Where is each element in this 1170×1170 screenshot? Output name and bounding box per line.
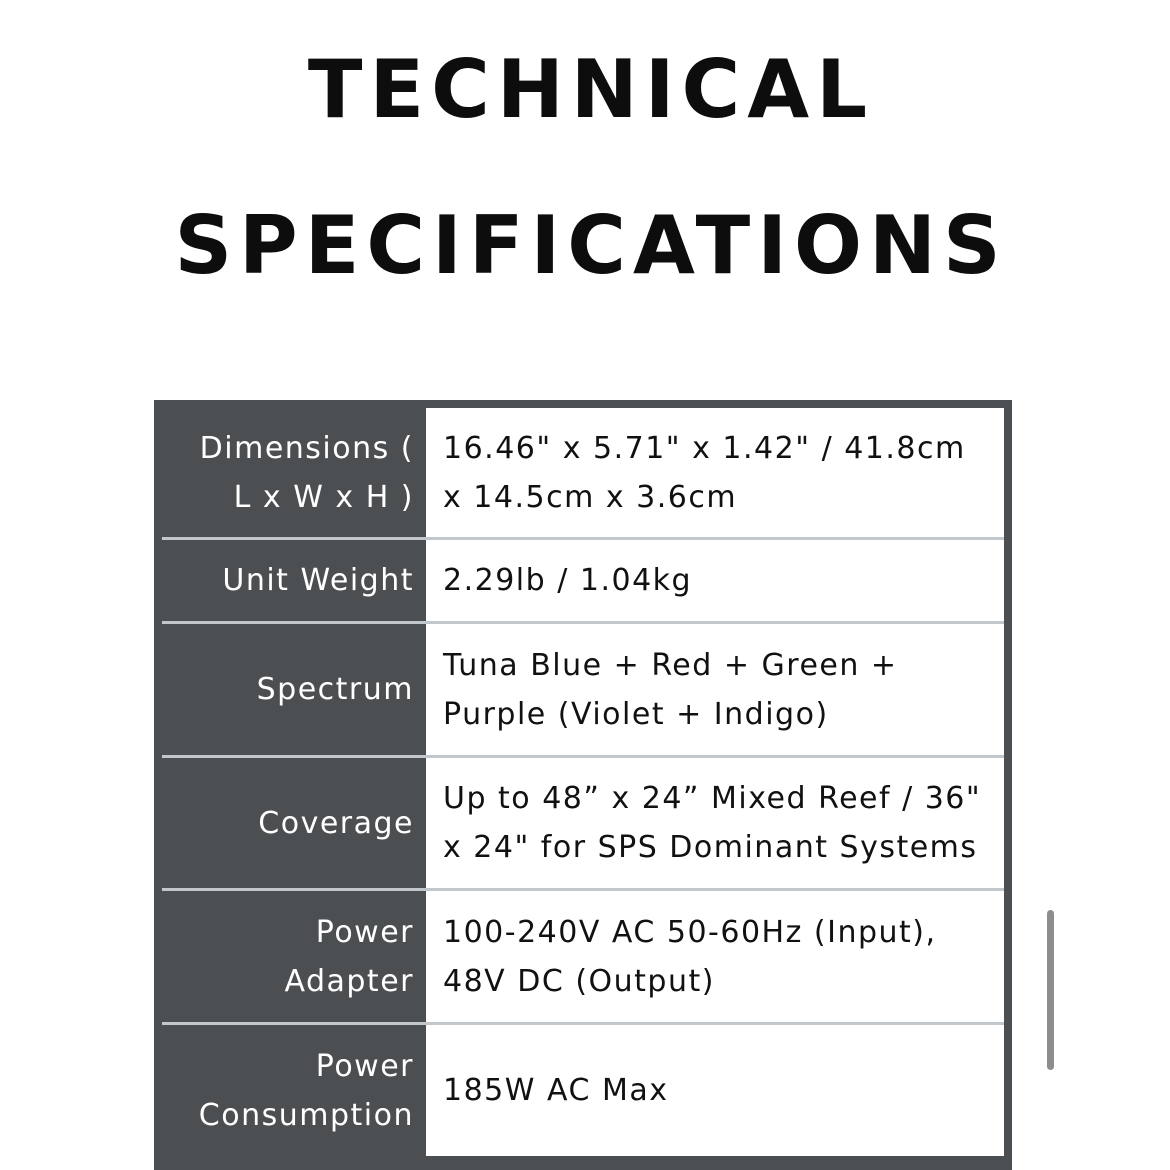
spec-label: Coverage bbox=[258, 805, 414, 841]
spec-row-coverage bbox=[154, 758, 1012, 888]
spec-value: 2.29lb / 1.04kg bbox=[426, 540, 1004, 621]
spec-value: Up to 48” x 24” Mixed Reef / 36" x 24" for SPS Dominant Systems bbox=[426, 758, 1004, 888]
spec-table bbox=[154, 400, 1012, 1170]
spec-value: 100-240V AC 50-60Hz (Input), 48V DC (Output) bbox=[426, 891, 1004, 1022]
page-title-line-1: TECHNICAL bbox=[307, 43, 875, 136]
spec-row-power-consumption bbox=[154, 1025, 1012, 1156]
spec-row-power-adapter bbox=[154, 891, 1012, 1022]
spec-label: Dimensions ( L x W x H ) bbox=[199, 430, 414, 515]
spec-row-spectrum bbox=[154, 624, 1012, 755]
spec-row-dimensions bbox=[154, 408, 1012, 537]
spec-value: 16.46" x 5.71" x 1.42" / 41.8cm x 14.5cm x 3.6cm bbox=[426, 408, 1004, 537]
spec-label: Unit Weight bbox=[222, 563, 414, 598]
spec-value: Tuna Blue + Red + Green + Purple (Violet + Indigo) bbox=[426, 624, 1004, 755]
spec-label: Spectrum bbox=[256, 672, 414, 707]
spec-label: Power Adapter bbox=[284, 914, 414, 999]
spec-value: 185W AC Max bbox=[426, 1025, 1004, 1156]
page-title-line-2: SPECIFICATIONS bbox=[174, 199, 1008, 292]
spec-row-unit-weight bbox=[154, 540, 1012, 621]
spec-label: Power Consumption bbox=[198, 1048, 414, 1133]
scrollbar-thumb[interactable] bbox=[1047, 910, 1054, 1070]
